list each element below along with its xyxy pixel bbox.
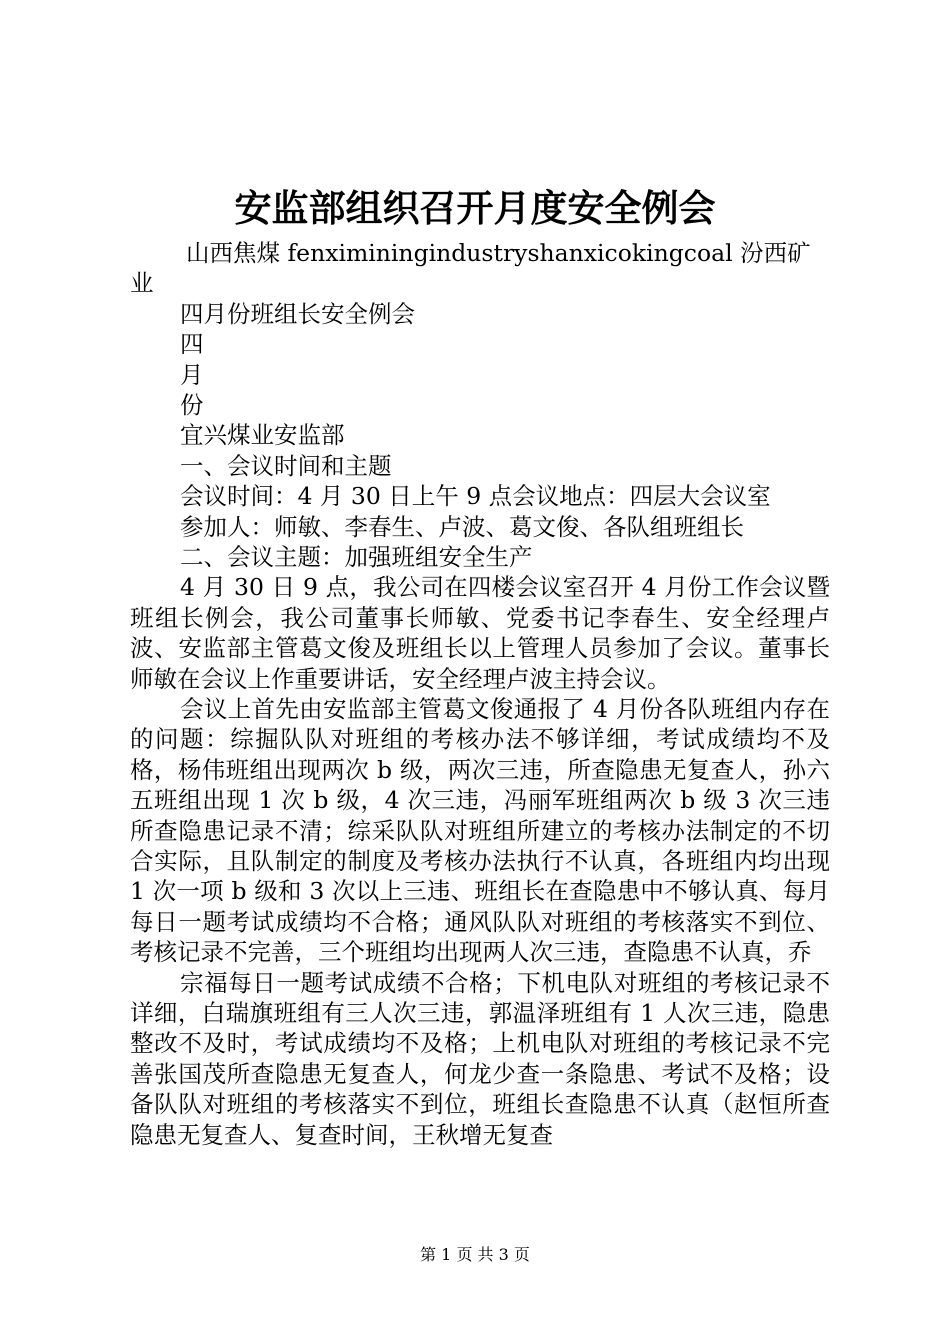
vertical-char-3: 份 [180,390,204,419]
section-heading-1: 一、会议时间和主题 [180,451,392,480]
department-line: 宜兴煤业安监部 [180,421,345,450]
body-paragraph-2: 会议上首先由安监部主管葛文俊通报了 4 月份各队班组内存在的问题：综掘队队对班组的考核办法不够详细，考试成绩均不及格，杨伟班组出现两次 b 级，两次三违，所查隐患无复查人，孙六五班组出现 1 次 b 级，4 次三违，冯丽军班组两次 b 级 3 次三违所查隐患记录不清；综采队队对班组所建立的考核办法制定的不切合实际，且队制定的制度及考核办法执行不认真，各班组内均出现 1 次一项 b 级和 3 次以上三违、班组长在查隐患中不够认真、每月每日一题考试成绩均不合格；通风队队对班组的考核落实不到位、考核记录不完善，三个班组均出现两人次三违，查隐患不认真，乔 [130,694,830,967]
source-line-continued: 业 [130,269,154,298]
document-body [130,238,830,1150]
vertical-char-2: 月 [180,360,204,389]
page-footer: 第 1 页 共 3 页 [420,1245,530,1264]
document-title: 安监部组织召开月度安全例会 [234,186,716,230]
vertical-char-1: 四 [180,330,204,359]
meeting-heading: 四月份班组长安全例会 [180,299,415,328]
attendees-line: 参加人：师敏、李春生、卢波、葛文俊、各队组班组长 [180,512,744,541]
body-paragraph-3: 宗福每日一题考试成绩不合格；下机电队对班组的考核记录不详细，白瑞旗班组有三人次三违，郭温泽班组有 1 人次三违，隐患整改不及时，考试成绩均不及格；上机电队对班组的考核记录不完善张国茂所查隐患无复查人，何龙少查一条隐患、考试不及格；设备队队对班组的考核落实不到位，班组长查隐患不认真（赵恒所查隐患无复查人、复查时间，王秋增无复查 [130,968,830,1149]
section-heading-2: 二、会议主题：加强班组安全生产 [180,542,533,571]
body-paragraph-1: 4 月 30 日 9 点，我公司在四楼会议室召开 4 月份工作会议暨班组长例会，我公司董事长师敏、党委书记李春生、安全经理卢波、安监部主管葛文俊及班组长以上管理人员参加了会议。董事长师敏在会议上作重要讲话，安全经理卢波主持会议。 [130,573,830,693]
meeting-time-line: 会议时间：4 月 30 日上午 9 点会议地点：四层大会议室 [180,482,771,511]
source-line: 山西焦煤 fenximiningindustryshanxicokingcoal 汾西矿 [186,239,811,267]
